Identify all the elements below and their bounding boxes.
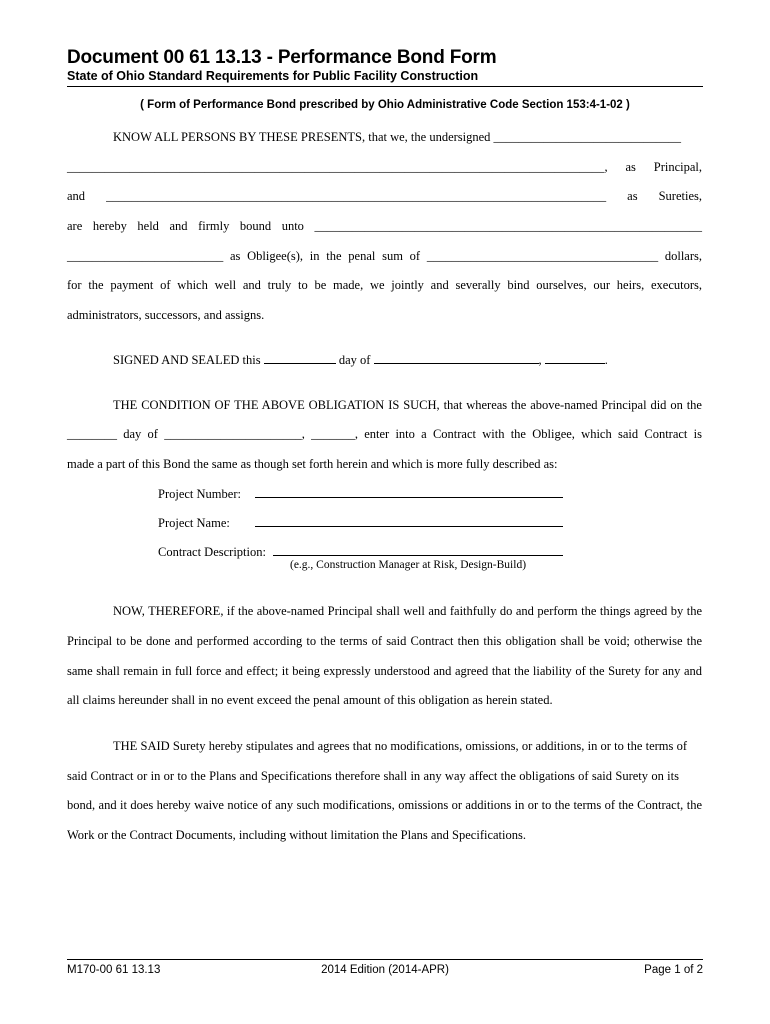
know-all-persons-line-1: KNOW ALL PERSONS BY THESE PRESENTS, that we, the undersigned ______________________________ [113,130,682,144]
contract-description-field[interactable] [273,555,563,556]
footer-page-number: Page 1 of 2 [644,964,703,976]
header-divider [67,86,703,87]
condition-line-3: made a part of this Bond the same as though set forth herein and which is more fully described as: [67,457,558,471]
signed-period: . [604,353,608,367]
said-surety-line-4: Work or the Contract Documents, including without limitation the Plans and Specifications. [67,828,526,842]
contract-description-label: Contract Description: [158,545,266,559]
footer-document-code: M170-00 61 13.13 [67,964,161,976]
said-surety-line-3: bond, and it does hereby waive notice of any such modifications, omissions or additions in or to the terms of the Contract, the [67,798,702,812]
signed-sealed-prefix: SIGNED AND SEALED this [113,353,261,367]
administrators-line: administrators, successors, and assigns. [67,308,265,322]
signed-day-field[interactable] [264,352,336,364]
project-name-field[interactable] [255,526,563,527]
footer-edition: 2014 Edition (2014-APR) [321,964,449,976]
project-name-label: Project Name: [158,516,230,530]
now-therefore-line-4: all claims hereunder shall in no event exceed the penal amount of this obligation as herein stated. [67,693,553,707]
signed-sealed-line [113,352,608,368]
penal-sum-line: _________________________ as Obligee(s), in the penal sum of _____________________________________ dollars, [67,249,702,263]
condition-line-1: THE CONDITION OF THE ABOVE OBLIGATION IS SUCH, that whereas the above-named Principal did on the [113,398,702,412]
contract-description-hint: (e.g., Construction Manager at Risk, Design-Build) [290,559,527,571]
signed-month-field[interactable] [374,352,539,364]
sureties-line: and ________________________________________________________________________________ as Sureties, [67,189,702,203]
document-subtitle: State of Ohio Standard Requirements for Public Facility Construction [67,69,479,83]
form-note: ( Form of Performance Bond prescribed by Ohio Administrative Code Section 153:4-1-02 ) [140,99,630,111]
now-therefore-line-1: NOW, THEREFORE, if the above-named Principal shall well and faithfully do and perform the things agreed by the [113,604,702,618]
said-surety-line-1: THE SAID Surety hereby stipulates and agrees that no modifications, omissions, or additions, in or to the terms of [113,739,687,753]
now-therefore-line-2: Principal to be done and performed according to the terms of said Contract then this obligation shall be void; otherwise the [67,634,702,648]
said-surety-line-2: said Contract or in or to the Plans and Specifications therefore shall in any way affect the obligations of said Surety on its [67,769,679,783]
signed-comma: , [538,353,542,367]
footer-divider [67,959,703,960]
condition-line-2: ________ day of ______________________, _______, enter into a Contract with the Obligee, which said Contract is [67,427,702,441]
project-number-label: Project Number: [158,487,241,501]
signed-day-of-label: day of [338,353,371,367]
signed-year-field[interactable] [545,352,605,364]
now-therefore-line-3: same shall remain in full force and effect; it being expressly understood and agreed that the liability of the Surety for any and [67,664,702,678]
payment-line: for the payment of which well and truly to be made, we jointly and severally bind ourselves, our heirs, executors, [67,278,702,292]
principal-line: ______________________________________________________________________________________, as Principal, [67,160,702,174]
document-title: Document 00 61 13.13 - Performance Bond Form [67,47,497,68]
project-number-field[interactable] [255,497,563,498]
obligee-bound-line: are hereby held and firmly bound unto ______________________________________________________________ [67,219,702,233]
